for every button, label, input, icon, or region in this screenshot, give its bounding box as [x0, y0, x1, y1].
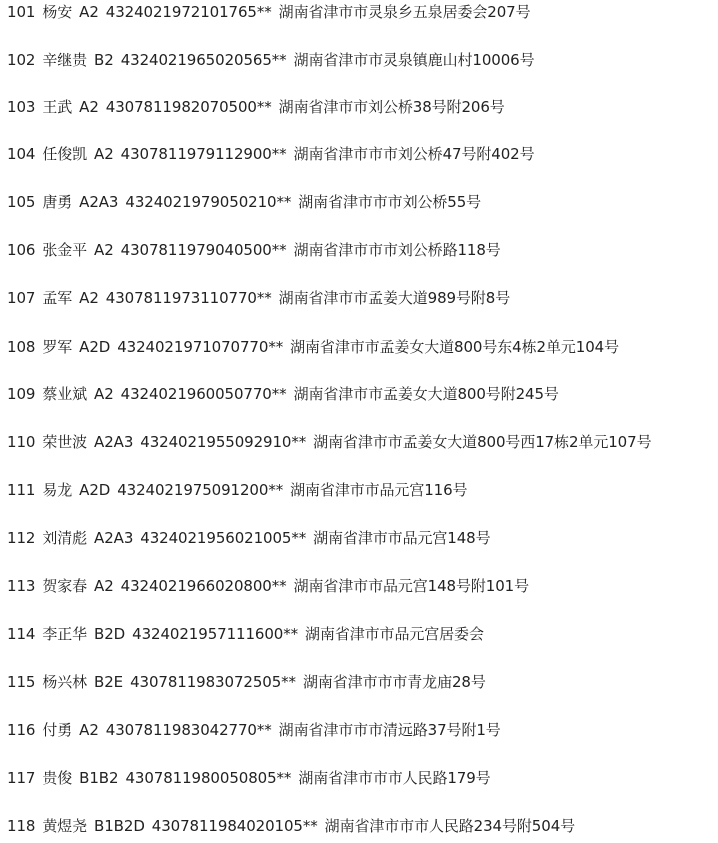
entry-id: 4307811979040500** [120, 241, 287, 259]
entry-id: 4324021956021005** [140, 529, 307, 547]
entry-id: 4324021957111600** [132, 625, 299, 643]
entry-id: 4324021955092910** [140, 433, 307, 451]
entry-name: 李正华 [42, 625, 88, 643]
entry-address: 湖南省津市市市清远路37号附1号 [278, 721, 501, 739]
entry-id: 4324021971070770** [117, 338, 284, 356]
entry-license: B2E [94, 673, 124, 691]
entry-address: 湖南省津市市品元宫148号 [313, 529, 491, 547]
entry-id: 4307811984020105** [151, 817, 318, 835]
list-item [7, 49, 535, 71]
entry-license: A2 [79, 98, 99, 116]
entry-id: 4324021979050210** [125, 193, 292, 211]
entry-license: A2A3 [94, 529, 134, 547]
list-item [7, 96, 505, 118]
list-item [7, 1, 531, 23]
entry-id: 4324021960050770** [120, 385, 287, 403]
list-item [7, 671, 486, 693]
entry-name: 荣世波 [42, 433, 88, 451]
entry-number: 106 [7, 241, 36, 259]
entry-address: 湖南省津市市市刘公桥路118号 [293, 241, 501, 259]
entry-name: 黄煜尧 [42, 817, 88, 835]
entry-name: 王武 [42, 98, 73, 116]
entry-license: A2 [79, 3, 99, 21]
entry-number: 113 [7, 577, 36, 595]
entry-number: 116 [7, 721, 36, 739]
list-item [7, 383, 559, 405]
entry-license: B1B2 [79, 769, 119, 787]
entry-number: 101 [7, 3, 36, 21]
entry-name: 杨安 [42, 3, 73, 21]
entry-license: B2 [94, 51, 114, 69]
entry-number: 117 [7, 769, 36, 787]
entry-number: 105 [7, 193, 36, 211]
entry-license: A2D [79, 481, 111, 499]
list-item [7, 239, 501, 261]
entry-name: 贵俊 [42, 769, 73, 787]
entry-address: 湖南省津市市孟姜女大道800号附245号 [293, 385, 559, 403]
entry-address: 湖南省津市市市刘公桥55号 [298, 193, 482, 211]
entry-number: 108 [7, 338, 36, 356]
list-item [7, 623, 484, 645]
list-item [7, 815, 575, 837]
entry-address: 湖南省津市市品元宫居委会 [305, 625, 484, 643]
list-item [7, 479, 467, 501]
entry-name: 孟军 [42, 289, 73, 307]
entry-id: 4307811983042770** [105, 721, 272, 739]
entry-name: 张金平 [42, 241, 88, 259]
entry-number: 107 [7, 289, 36, 307]
entry-name: 付勇 [42, 721, 73, 739]
entry-license: A2 [79, 721, 99, 739]
entry-number: 112 [7, 529, 36, 547]
entry-address: 湖南省津市市孟姜女大道800号东4栋2单元104号 [290, 338, 619, 356]
entry-address: 湖南省津市市市人民路234号附504号 [324, 817, 576, 835]
entry-number: 114 [7, 625, 36, 643]
entry-number: 104 [7, 145, 36, 163]
entry-name: 贺家春 [42, 577, 88, 595]
entry-name: 任俊凯 [42, 145, 88, 163]
entry-license: B1B2D [94, 817, 145, 835]
list-item [7, 143, 534, 165]
list-item [7, 287, 510, 309]
entry-address: 湖南省津市市市人民路179号 [298, 769, 491, 787]
entry-address: 湖南省津市市品元宫116号 [290, 481, 468, 499]
entry-id: 4307811983072505** [130, 673, 296, 691]
entry-address: 湖南省津市市品元宫148号附101号 [293, 577, 530, 595]
entry-number: 109 [7, 385, 36, 403]
list-item [7, 191, 481, 213]
entry-license: A2A3 [94, 433, 134, 451]
entry-name: 蔡业斌 [42, 385, 88, 403]
list-item [7, 767, 491, 789]
entry-id: 4324021975091200** [117, 481, 284, 499]
entry-address: 湖南省津市市孟姜女大道800号西17栋2单元107号 [313, 433, 652, 451]
entry-license: A2A3 [79, 193, 119, 211]
entry-number: 115 [7, 673, 36, 691]
list-item [7, 575, 529, 597]
entry-id: 4324021965020565** [120, 51, 287, 69]
entry-id: 4307811980050805** [125, 769, 292, 787]
entry-license: A2D [79, 338, 111, 356]
entry-name: 唐勇 [42, 193, 73, 211]
entry-address: 湖南省津市市灵泉镇鹿山村10006号 [293, 51, 535, 69]
entry-number: 118 [7, 817, 36, 835]
entry-name: 罗军 [42, 338, 73, 356]
entry-license: A2 [94, 145, 114, 163]
entry-address: 湖南省津市市刘公桥38号附206号 [278, 98, 505, 116]
entry-name: 辛继贵 [42, 51, 88, 69]
entry-id: 4307811979112900** [120, 145, 287, 163]
list-item [7, 336, 619, 358]
entry-license: A2 [94, 577, 114, 595]
entry-id: 4307811973110770** [105, 289, 272, 307]
entry-name: 杨兴林 [42, 673, 88, 691]
entry-address: 湖南省津市市市刘公桥47号附402号 [293, 145, 535, 163]
entry-address: 湖南省津市市灵泉乡五泉居委会207号 [278, 3, 531, 21]
entry-address: 湖南省津市市市青龙庙28号 [302, 673, 486, 691]
entry-id: 4324021966020800** [120, 577, 287, 595]
entry-license: A2 [94, 241, 114, 259]
entry-name: 刘清彪 [42, 529, 88, 547]
entry-id: 4307811982070500** [105, 98, 272, 116]
entry-license: B2D [94, 625, 126, 643]
entry-number: 111 [7, 481, 36, 499]
entry-number: 103 [7, 98, 36, 116]
entry-address: 湖南省津市市孟姜大道989号附8号 [278, 289, 511, 307]
entry-id: 4324021972101765** [105, 3, 272, 21]
list-item [7, 431, 651, 453]
list-item [7, 527, 491, 549]
entry-number: 110 [7, 433, 36, 451]
list-item [7, 719, 501, 741]
entry-license: A2 [94, 385, 114, 403]
entry-name: 易龙 [42, 481, 73, 499]
entry-license: A2 [79, 289, 99, 307]
entry-number: 102 [7, 51, 36, 69]
